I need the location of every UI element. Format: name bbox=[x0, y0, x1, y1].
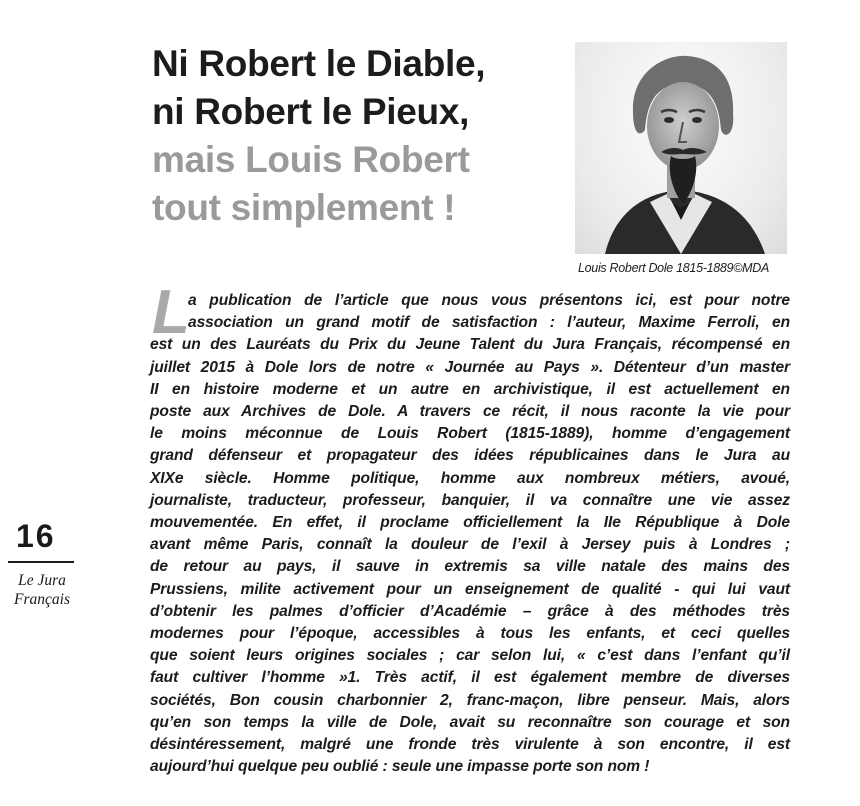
page-number: 16 bbox=[16, 518, 56, 554]
article-line: Prussiens, milite activement pour un enseignement de qualité - qui lui vaut bbox=[150, 580, 790, 598]
article-line: a publication de l’article que nous vous présentons ici, est pour notre bbox=[188, 292, 790, 309]
article-line: modernes pour l’époque, accessibles à tous les enfants, et ceci quelles bbox=[150, 625, 790, 643]
article-line: aujourd’hui quelque peu oublié : seule une impasse porte son nom ! bbox=[150, 758, 650, 776]
magazine-name-line-1: Le Jura bbox=[18, 572, 66, 589]
article-line: que soient leurs origines sociales ; car selon lui, « c’est dans l’enfant qu’il bbox=[150, 647, 790, 665]
title-line-2: ni Robert le Pieux, bbox=[152, 91, 470, 132]
article-line: désintéressement, malgré une fronde très virulente à son encontre, il est bbox=[150, 736, 790, 754]
portrait-illustration bbox=[575, 42, 787, 254]
article-body bbox=[150, 290, 790, 778]
magazine-name-line-2: Français bbox=[14, 591, 70, 608]
article-line: le moins méconnue de Louis Robert (1815-1889), homme d’engagement bbox=[150, 425, 790, 443]
drop-cap: L bbox=[152, 278, 190, 347]
article-line: grand défenseur et propagateur des idées républicaines dans le Jura au bbox=[150, 447, 790, 465]
article-line: mouvementée. En effet, il proclame officiellement la IIe République à Dole bbox=[150, 514, 790, 532]
article-line: juillet 2015 à Dole lors de notre « Journée au Pays ». Détenteur d’un master bbox=[150, 358, 790, 376]
article-line: journaliste, traducteur, professeur, banquier, il va connaître une vie assez bbox=[150, 491, 790, 509]
article-line: qu’en son temps la ville de Dole, avait su reconnaître son courage et son bbox=[150, 713, 790, 731]
article-line: association un grand motif de satisfaction : l’auteur, Maxime Ferroli, en bbox=[188, 314, 790, 332]
article-line: sociétés, Bon cousin charbonnier 2, franc-maçon, libre penseur. Mais, alors bbox=[150, 691, 790, 709]
article-line: de retour au pays, il sauve in extremis sa ville natale des mains des bbox=[150, 558, 790, 576]
article-line: faut cultiver l’homme »1. Très actif, il est également membre de diverses bbox=[150, 669, 790, 687]
title-line-4: tout simplement ! bbox=[152, 187, 456, 228]
article-line: poste aux Archives de Dole. A travers ce récit, il nous raconte la vie pour bbox=[150, 403, 790, 421]
page-number-rule bbox=[8, 561, 74, 563]
title-line-3: mais Louis Robert bbox=[152, 139, 470, 180]
magazine-name bbox=[2, 571, 82, 609]
article-title bbox=[152, 40, 572, 232]
portrait-photo bbox=[575, 42, 787, 254]
photo-caption: Louis Robert Dole 1815-1889©MDA bbox=[578, 261, 769, 275]
article-line: avant même Paris, connaît la douleur de l’exil à Jersey puis à Londres ; bbox=[150, 536, 790, 554]
article-line: d’obtenir les palmes d’officier d’Académie – grâce à des méthodes très bbox=[150, 602, 790, 620]
article-line: est un des Lauréats du Prix du Jeune Talent du Jura Français, récompensé en bbox=[150, 336, 790, 354]
article-line: II en histoire moderne et un autre en archivistique, il est actuellement en bbox=[150, 380, 790, 398]
title-line-1: Ni Robert le Diable, bbox=[152, 43, 486, 84]
article-line: XIXe siècle. Homme politique, homme aux nombreux métiers, avoué, bbox=[150, 469, 790, 487]
